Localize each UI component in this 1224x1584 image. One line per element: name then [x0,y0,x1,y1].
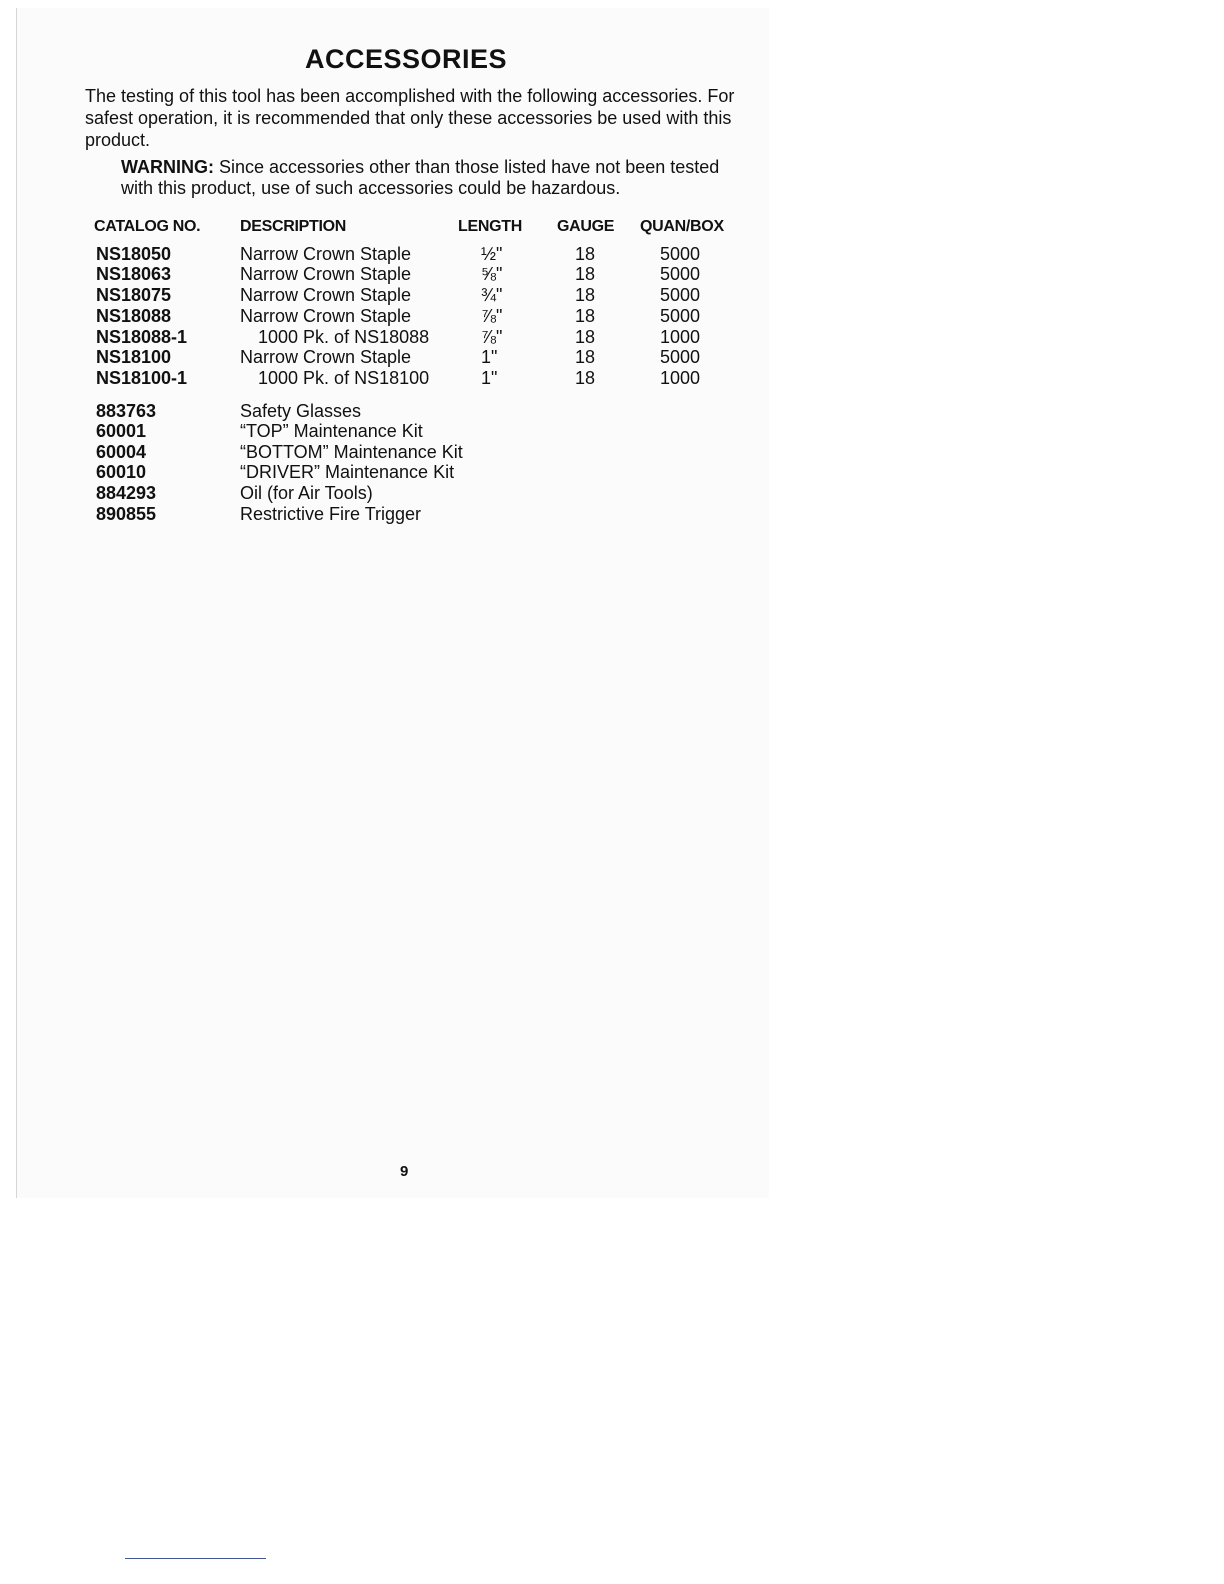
catalog-number: NS18100-1 [96,368,188,388]
gauge: 18 [575,264,596,284]
length: ¾" [481,285,503,305]
quantity: 5000 [660,285,701,305]
table-row [0,244,770,265]
quantity: 5000 [660,264,701,284]
accessory-catalog-number: 884293 [96,483,157,503]
header-quantity-per-box: QUAN/BOX [640,218,724,235]
accessory-catalog-number: 60010 [96,462,147,482]
catalog-number: NS18088 [96,306,172,326]
accessory-description: “BOTTOM” Maintenance Kit [240,442,463,462]
length: ⅞" [481,306,503,326]
gauge: 18 [575,327,596,347]
warning-paragraph [121,157,721,199]
gauge: 18 [575,368,596,388]
length: ½" [481,244,503,264]
description: Narrow Crown Staple [240,264,412,284]
page-number: 9 [400,1163,409,1180]
header-description: DESCRIPTION [240,218,347,235]
table-row [0,285,770,306]
catalog-number: NS18075 [96,285,172,305]
catalog-number: NS18100 [96,347,172,367]
accessory-row [0,462,770,483]
table-row [0,327,770,348]
quantity: 1000 [660,327,701,347]
accessory-catalog-number: 60004 [96,442,147,462]
table-row [0,264,770,285]
length: ⅝" [481,264,503,284]
accessory-catalog-number: 883763 [96,401,157,421]
warning-label: WARNING: [121,157,214,177]
intro-paragraph: The testing of this tool has been accomplished with the following accessories. For safest operation, it is recommended that only these accessories be used with this product. [85,86,735,150]
catalog-number: NS18088-1 [96,327,188,347]
accessory-description: Safety Glasses [240,401,362,421]
warning-text: Since accessories other than those listed have not been tested with this product, use of such accessories could be hazardous. [121,157,720,198]
header-gauge: GAUGE [557,218,615,235]
description: Narrow Crown Staple [240,347,412,367]
gauge: 18 [575,306,596,326]
accessory-row [0,504,770,525]
accessory-row [0,442,770,463]
quantity: 1000 [660,368,701,388]
length: ⅞" [481,327,503,347]
catalog-number: NS18050 [96,244,172,264]
description: 1000 Pk. of NS18100 [258,368,430,388]
accessory-catalog-number: 60001 [96,421,147,441]
length: 1" [481,347,498,367]
page-title: ACCESSORIES [304,44,508,74]
table-row [0,306,770,327]
header-catalog-no: CATALOG NO. [94,218,201,235]
accessory-description: Oil (for Air Tools) [240,483,373,503]
quantity: 5000 [660,306,701,326]
description: 1000 Pk. of NS18088 [258,327,430,347]
length: 1" [481,368,498,388]
accessory-row [0,401,770,422]
header-length: LENGTH [458,218,522,235]
footer-underline [125,1558,266,1559]
accessory-description: “TOP” Maintenance Kit [240,421,423,441]
quantity: 5000 [660,347,701,367]
table-row [0,368,770,389]
description: Narrow Crown Staple [240,306,412,326]
accessory-description: Restrictive Fire Trigger [240,504,422,524]
table-row [0,347,770,368]
description: Narrow Crown Staple [240,285,412,305]
gauge: 18 [575,347,596,367]
accessory-row [0,483,770,504]
accessory-row [0,421,770,442]
description: Narrow Crown Staple [240,244,412,264]
quantity: 5000 [660,244,701,264]
catalog-number: NS18063 [96,264,172,284]
accessory-description: “DRIVER” Maintenance Kit [240,462,455,482]
gauge: 18 [575,285,596,305]
gauge: 18 [575,244,596,264]
accessory-catalog-number: 890855 [96,504,157,524]
